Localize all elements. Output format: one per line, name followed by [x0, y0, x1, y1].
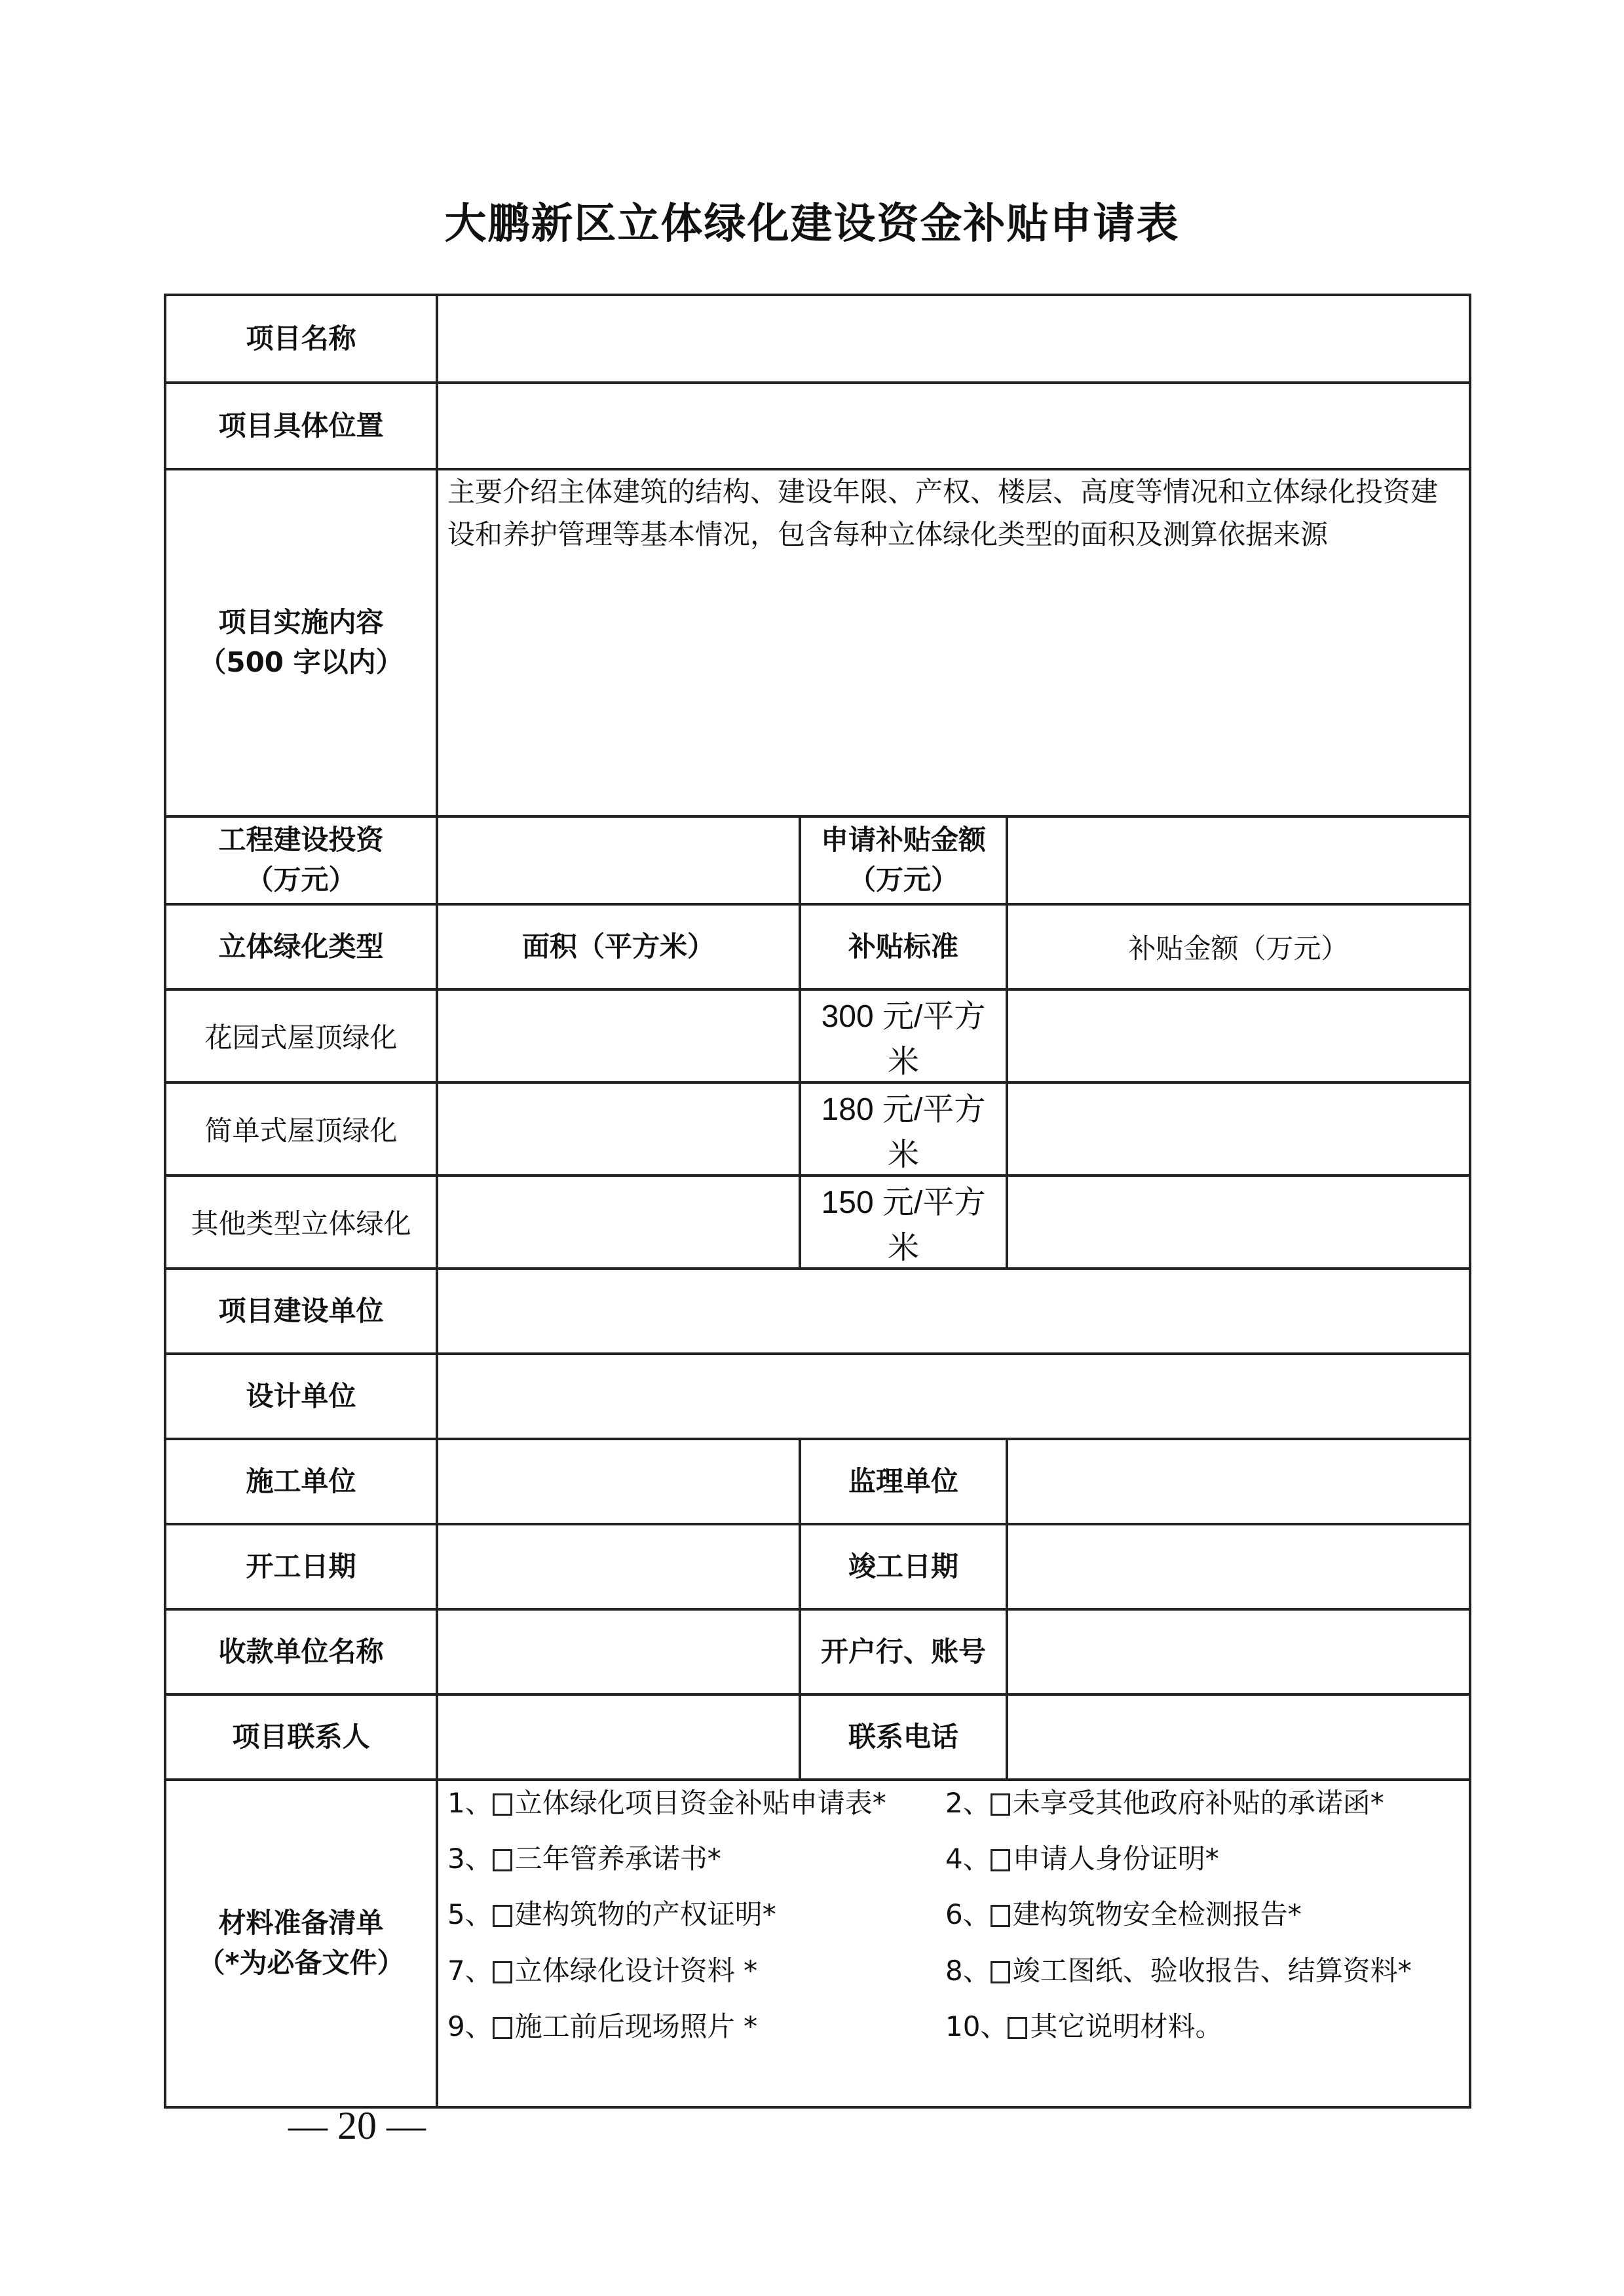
contact-field[interactable] — [437, 1694, 800, 1780]
supervisor-label: 监理单位 — [800, 1439, 1007, 1524]
constructor-field[interactable] — [437, 1439, 800, 1524]
builder-field[interactable] — [437, 1269, 1470, 1354]
material-number: 5、 — [447, 1898, 493, 1931]
material-number: 4、 — [945, 1843, 991, 1875]
material-text: 施工前后现场照片 * — [514, 2010, 758, 2042]
location-field[interactable] — [437, 383, 1470, 469]
material-number: 8、 — [945, 1954, 991, 1987]
form-title: 大鹏新区立体绿化建设资金补贴申请表 — [444, 199, 1180, 248]
type-header: 立体绿化类型 — [165, 904, 437, 989]
checkbox-icon[interactable] — [493, 1793, 512, 1816]
material-number: 1、 — [447, 1787, 493, 1819]
subsidy-amount-unit-label: （万元） — [848, 864, 958, 896]
designer-label: 设计单位 — [165, 1354, 437, 1439]
material-item[interactable] — [945, 1949, 1470, 1993]
location-label: 项目具体位置 — [165, 383, 437, 469]
bank-label: 开户行、账号 — [800, 1609, 1007, 1694]
investment-label-cell — [165, 816, 437, 904]
amount-field-garden[interactable] — [1007, 989, 1470, 1082]
material-number: 6、 — [945, 1898, 991, 1931]
materials-checklist — [437, 1780, 1470, 2107]
material-number: 3、 — [447, 1843, 493, 1875]
checkbox-icon[interactable] — [493, 1905, 512, 1927]
material-item[interactable] — [447, 1949, 945, 1993]
material-number: 2、 — [945, 1787, 991, 1819]
contact-label: 项目联系人 — [165, 1694, 437, 1780]
material-item[interactable] — [945, 1837, 1470, 1881]
material-text: 建构筑物安全检测报告* — [1012, 1898, 1302, 1931]
end-date-label: 竣工日期 — [800, 1524, 1007, 1609]
project-name-label: 项目名称 — [165, 295, 437, 383]
material-number: 10、 — [945, 2010, 1008, 2042]
subsidy-amount-label: 申请补贴金额 — [820, 824, 986, 856]
project-name-field[interactable] — [437, 295, 1470, 383]
phone-label: 联系电话 — [800, 1694, 1007, 1780]
material-number: 9、 — [447, 2010, 493, 2042]
material-text: 未享受其他政府补贴的承诺函* — [1012, 1787, 1384, 1819]
area-field-simple[interactable] — [437, 1082, 800, 1176]
content-hint-text: 主要介绍主体建筑的结构、建设年限、产权、楼层、高度等情况和立体绿化投资建设和养护管理等基本情况，包含每种立体绿化类型的面积及测算依据来源 — [447, 476, 1439, 551]
designer-field[interactable] — [437, 1354, 1470, 1439]
bank-field[interactable] — [1007, 1609, 1470, 1694]
start-date-field[interactable] — [437, 1524, 800, 1609]
checkbox-icon[interactable] — [991, 1793, 1010, 1816]
material-text: 竣工图纸、验收报告、结算资料* — [1012, 1954, 1412, 1987]
material-item[interactable] — [945, 1892, 1470, 1936]
area-field-other[interactable] — [437, 1176, 800, 1269]
greening-type-garden: 花园式屋顶绿化 — [165, 989, 437, 1082]
investment-unit-label: （万元） — [246, 864, 356, 896]
phone-field[interactable] — [1007, 1694, 1470, 1780]
end-date-field[interactable] — [1007, 1524, 1470, 1609]
material-item[interactable] — [447, 1892, 945, 1936]
material-item[interactable] — [447, 1781, 945, 1825]
material-number: 7、 — [447, 1954, 493, 1987]
material-text: 立体绿化项目资金补贴申请表* — [514, 1787, 886, 1819]
material-text: 其它说明材料。 — [1030, 2010, 1223, 2042]
content-field[interactable] — [437, 469, 1470, 816]
content-label-cell — [165, 469, 437, 816]
material-text: 三年管养承诺书* — [514, 1843, 721, 1875]
checkbox-icon[interactable] — [493, 1961, 512, 1983]
materials-label-cell — [165, 1780, 437, 2107]
investment-field[interactable] — [437, 816, 800, 904]
standard-header: 补贴标准 — [800, 904, 1007, 989]
area-header: 面积（平方米） — [437, 904, 800, 989]
payee-field[interactable] — [437, 1609, 800, 1694]
material-item[interactable] — [447, 2004, 945, 2048]
area-field-garden[interactable] — [437, 989, 800, 1082]
material-item[interactable] — [945, 2004, 1470, 2048]
application-form — [164, 294, 1471, 2109]
page-number: — 20 — — [288, 2104, 426, 2147]
materials-note-label: （*为必备文件） — [197, 1947, 405, 1979]
material-text: 立体绿化设计资料 * — [514, 1954, 758, 1987]
checkbox-icon[interactable] — [991, 1905, 1010, 1927]
payee-label: 收款单位名称 — [165, 1609, 437, 1694]
checkbox-icon[interactable] — [1008, 2017, 1027, 2039]
constructor-label: 施工单位 — [165, 1439, 437, 1524]
amount-field-simple[interactable] — [1007, 1082, 1470, 1176]
standard-other: 150 元/平方米 — [800, 1176, 1007, 1269]
investment-label: 工程建设投资 — [218, 824, 384, 856]
content-limit-label: （500 字以内） — [198, 646, 404, 678]
material-text: 建构筑物的产权证明* — [514, 1898, 776, 1931]
material-item[interactable] — [945, 1781, 1470, 1825]
builder-label: 项目建设单位 — [165, 1269, 437, 1354]
content-label: 项目实施内容 — [218, 606, 384, 639]
amount-header: 补贴金额（万元） — [1007, 904, 1470, 989]
amount-field-other[interactable] — [1007, 1176, 1470, 1269]
checkbox-icon[interactable] — [493, 1849, 512, 1871]
material-item[interactable] — [447, 1837, 945, 1881]
supervisor-field[interactable] — [1007, 1439, 1470, 1524]
greening-type-simple: 简单式屋顶绿化 — [165, 1082, 437, 1176]
checkbox-icon[interactable] — [991, 1849, 1010, 1871]
start-date-label: 开工日期 — [165, 1524, 437, 1609]
standard-simple: 180 元/平方米 — [800, 1082, 1007, 1176]
greening-type-other: 其他类型立体绿化 — [165, 1176, 437, 1269]
materials-label: 材料准备清单 — [218, 1907, 384, 1940]
material-text: 申请人身份证明* — [1012, 1843, 1219, 1875]
checkbox-icon[interactable] — [991, 1961, 1010, 1983]
subsidy-amount-label-cell — [800, 816, 1007, 904]
checkbox-icon[interactable] — [493, 2017, 512, 2039]
standard-garden: 300 元/平方米 — [800, 989, 1007, 1082]
subsidy-amount-field[interactable] — [1007, 816, 1470, 904]
